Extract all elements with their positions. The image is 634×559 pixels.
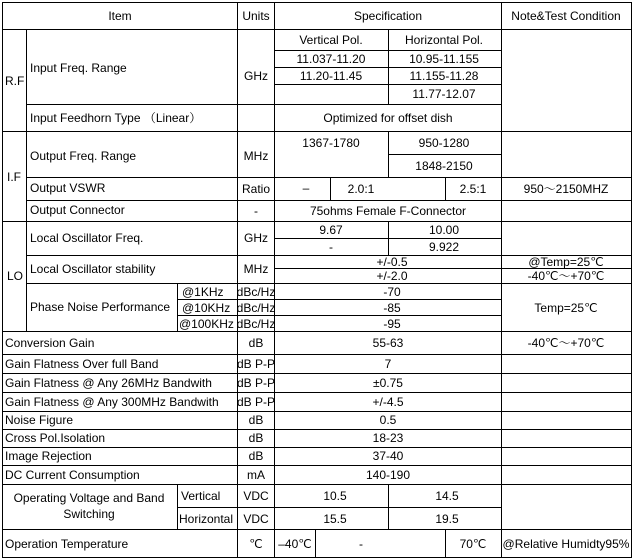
gain-flatness-300-label: Gain Flatness @ Any 300MHz Bandwith [5,395,219,409]
lo-freq-unit: GHz [244,231,268,245]
grid-line [445,529,446,558]
header-note: Note&Test Condition [511,9,621,23]
image-rejection-unit: dB [248,449,264,463]
grid-line [2,411,631,412]
temperature-unit: ℃ [249,537,263,551]
grid-line [26,29,27,332]
connector-value: 75ohms Female F-Connector [309,204,467,218]
temperature-dash: - [359,537,363,551]
grid-line [177,299,501,300]
output-freq-unit: MHz [243,149,269,163]
grid-line [2,529,631,530]
grid-line [26,283,631,284]
input-freq-vertical: 11.037-11.20 [296,52,366,66]
grid-line [388,484,389,530]
group-rf: R.F [5,74,25,88]
grid-line [177,283,178,332]
phase-noise-cond: @1KHz [182,285,224,299]
noise-figure-label: Noise Figure [5,413,74,427]
input-freq-vertical: 11.20-11.45 [299,69,363,83]
voltage-label-line1: Operating Voltage and Band [13,491,165,505]
gain-flatness-26-value: ±0.75 [373,376,403,390]
feedhorn-label: Input Feedhorn Type （Linear） [30,111,202,125]
grid-line [2,465,631,466]
grid-line [2,484,631,485]
conversion-gain-unit: dB [248,336,264,350]
grid-line [2,2,631,3]
lo-freq-label: Local Oscillator Freq. [30,231,144,245]
voltage-unit: VDC [243,512,269,526]
grid-line [26,177,631,178]
grid-line [177,484,178,530]
grid-line [2,429,631,430]
voltage-horizontal-label: Horizontal [179,512,234,526]
grid-line [2,331,631,332]
gain-flatness-full-unit: dB P-P [236,357,276,371]
dc-current-unit: mA [247,468,265,482]
voltage-unit: VDC [243,489,269,503]
lo-stability-note: @Temp=25℃ [528,255,604,269]
grid-line [2,557,631,558]
phase-noise-value: -85 [383,301,401,315]
grid-line [388,221,389,256]
vswr-vertical: 2.0:1 [347,182,375,196]
output-freq-label: Output Freq. Range [30,149,137,163]
conversion-gain-note: -40℃～+70℃ [527,336,605,350]
vswr-note: 950～2150MHZ [523,182,609,196]
dc-current-value: 140-190 [365,468,411,482]
grid-line [631,2,632,558]
grid-line [2,373,631,374]
grid-line [330,177,331,201]
input-freq-label: Input Freq. Range [30,61,127,75]
feedhorn-value: Optimized for offset dish [323,111,453,125]
grid-line [388,131,389,178]
temperature-label: Operation Temperature [5,537,129,551]
grid-line [2,354,631,355]
noise-figure-unit: dB [248,413,264,427]
vswr-horizontal: 2.5:1 [459,182,487,196]
connector-unit: - [254,204,258,218]
gain-flatness-26-label: Gain Flatness @ Any 26MHz Bandwith [5,376,212,390]
phase-noise-label: Phase Noise Performance [30,300,171,314]
lo-stability-note: -40℃～+70℃ [527,269,605,283]
gain-flatness-26-unit: dB P-P [236,376,276,390]
vertical-pol-header: Vertical Pol. [299,33,363,47]
temperature-max: 70℃ [459,537,487,551]
cross-pol-value: 18-23 [372,431,404,445]
group-if: I.F [7,170,21,184]
grid-line [237,2,238,558]
phase-noise-note: Temp=25℃ [534,301,598,315]
image-rejection-label: Image Rejection [5,449,92,463]
voltage-horizontal-value: 19.5 [435,512,459,526]
grid-line [177,507,501,508]
temperature-note: @Relative Humidty95% [502,537,630,551]
phase-noise-cond: @10KHz [182,301,231,315]
grid-line [2,221,631,222]
grid-line [2,447,631,448]
grid-line [26,104,501,105]
voltage-vertical-label: Vertical [181,489,221,503]
grid-line [315,529,316,558]
group-lo: LO [7,269,24,283]
lo-freq-vertical: 9.67 [319,223,343,237]
vswr-unit: Ratio [241,182,271,196]
phase-noise-cond: @100KHz [179,317,234,331]
input-freq-unit: GHz [244,69,268,83]
vswr-dash: – [302,181,310,195]
phase-noise-unit: dBc/Hz [236,317,276,331]
lo-stability-value: +/-2.0 [376,269,408,283]
grid-line [388,154,501,155]
input-freq-horizontal: 11.77-12.07 [412,87,476,101]
noise-figure-value: 0.5 [379,413,397,427]
dc-current-label: DC Current Consumption [5,468,140,482]
grid-line [274,2,275,558]
phase-noise-unit: dBc/Hz [236,285,276,299]
header-units: Units [242,9,270,23]
lo-stability-value: +/-0.5 [376,255,408,269]
gain-flatness-full-value: 7 [384,357,392,371]
header-item: Item [108,9,132,23]
lo-stability-label: Local Oscillator stability [30,262,156,276]
output-freq-vertical: 1367-1780 [302,136,360,150]
lo-stability-unit: MHz [243,262,269,276]
phase-noise-value: -95 [383,317,401,331]
grid-line [388,29,389,105]
vswr-label: Output VSWR [30,181,106,195]
grid-line [2,392,631,393]
voltage-vertical-value: 14.5 [435,489,459,503]
grid-line [2,2,3,558]
output-freq-horizontal: 1848-2150 [415,159,473,173]
voltage-label-line2: Switching [63,507,115,521]
voltage-horizontal-value: 15.5 [323,512,347,526]
temperature-min: –40℃ [278,537,312,551]
lo-freq-vertical: - [329,240,333,254]
gain-flatness-300-unit: dB P-P [236,395,276,409]
grid-line [445,177,446,201]
header-specification: Specification [353,9,423,23]
lo-freq-horizontal: 9.922 [428,240,460,254]
gain-flatness-full-label: Gain Flatness Over full Band [5,357,159,371]
lo-freq-horizontal: 10.00 [428,223,460,237]
conversion-gain-label: Conversion Gain [5,336,95,350]
grid-line [2,131,631,132]
phase-noise-value: -70 [383,285,401,299]
cross-pol-unit: dB [248,431,264,445]
input-freq-horizontal: 11.155-11.28 [409,69,479,83]
grid-line [177,315,501,316]
grid-line [501,2,502,558]
phase-noise-unit: dBc/Hz [236,301,276,315]
cross-pol-label: Cross Pol.Isolation [5,431,106,445]
input-freq-horizontal: 10.95-11.155 [409,52,479,66]
voltage-vertical-value: 10.5 [323,489,347,503]
horizontal-pol-header: Horizontal Pol. [404,33,484,47]
conversion-gain-value: 55-63 [372,336,404,350]
grid-line [26,200,631,201]
gain-flatness-300-value: +/-4.5 [372,395,404,409]
connector-label: Output Connector [30,203,125,217]
image-rejection-value: 37-40 [372,449,404,463]
output-freq-horizontal: 950-1280 [418,136,470,150]
grid-line [2,29,631,30]
